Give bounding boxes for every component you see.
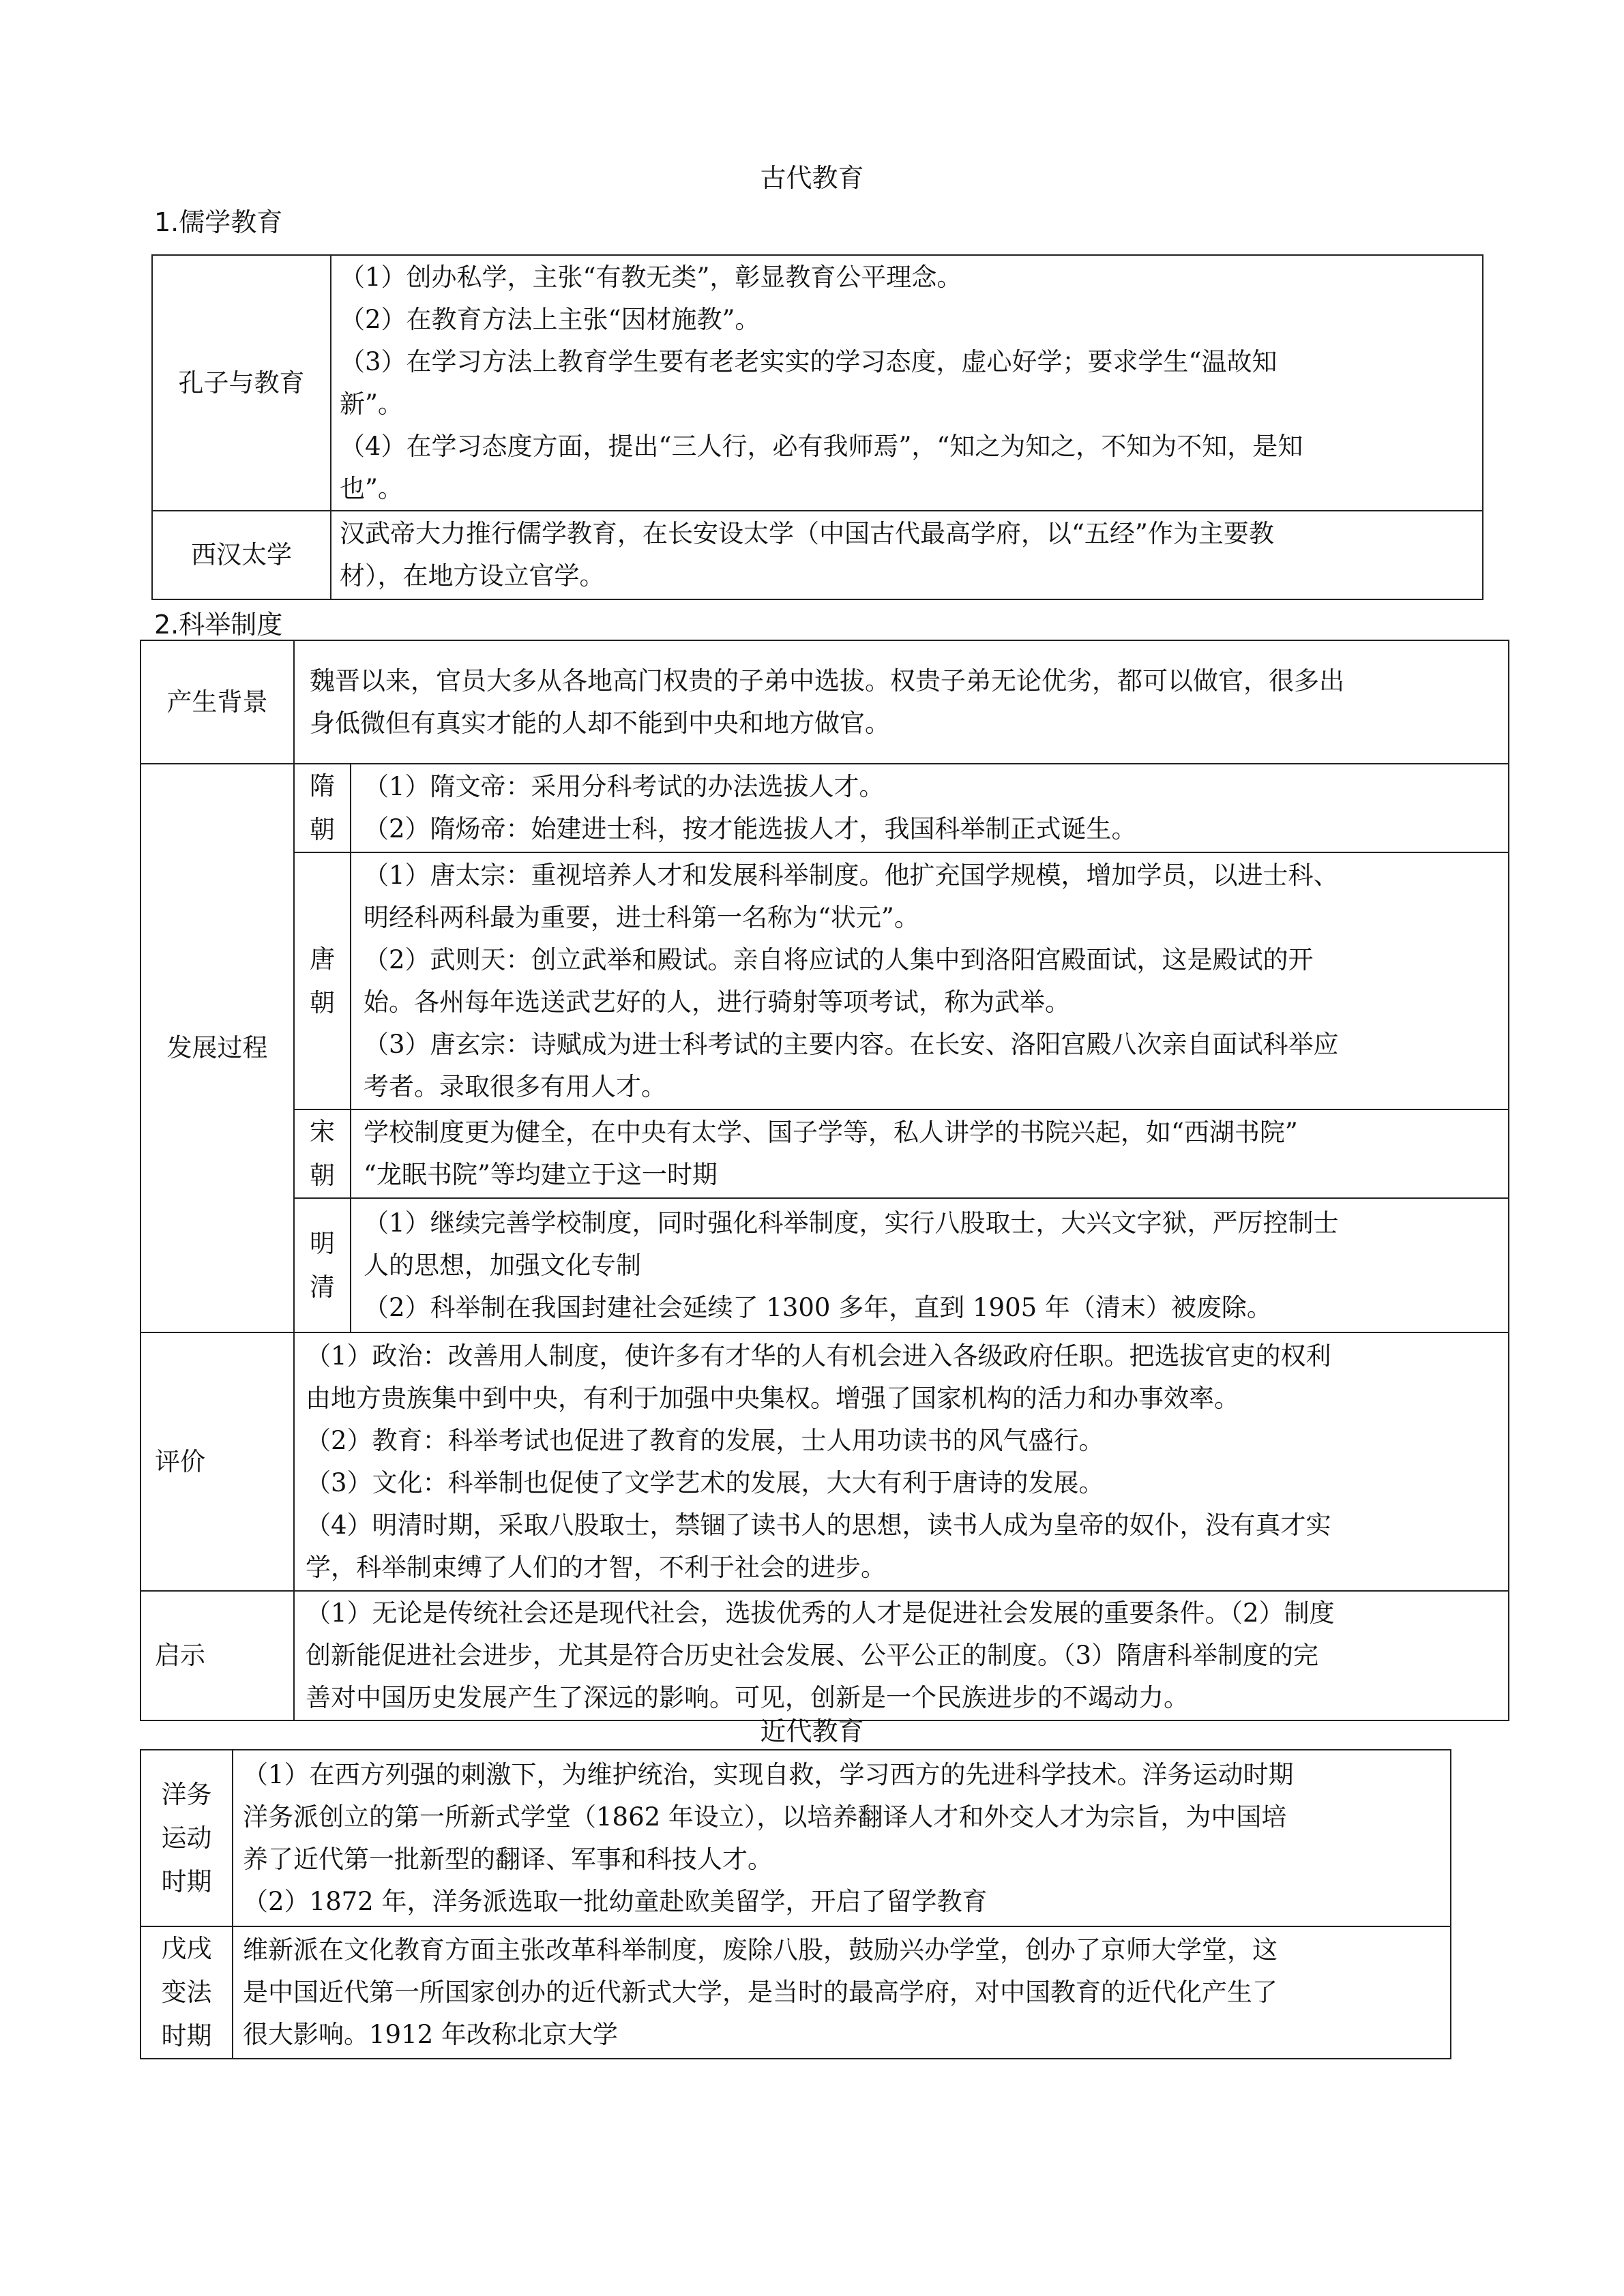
table-row bbox=[141, 1198, 1509, 1332]
text-line: （1）无论是传统社会还是现代社会，选拔优秀的人才是促进社会发展的重要条件。（2）制度 bbox=[306, 1598, 1335, 1628]
dynasty-label bbox=[294, 852, 351, 1109]
table-row bbox=[141, 1750, 1451, 1926]
table-row bbox=[141, 1926, 1451, 2059]
table-row bbox=[141, 1109, 1509, 1198]
text-line: 运动 bbox=[161, 1823, 212, 1853]
text-line: 清 bbox=[310, 1272, 335, 1302]
text-line: 创新能促进社会进步，尤其是符合历史社会发展、公平公正的制度。（3）隋唐科举制度的完 bbox=[306, 1641, 1319, 1670]
text-line: （2）科举制在我国封建社会延续了 1300 多年，直到 1905 年（清末）被废除。 bbox=[364, 1292, 1272, 1322]
row-content bbox=[294, 1332, 1509, 1591]
table-row bbox=[141, 640, 1509, 764]
text-line: （2）1872 年，洋务派选取一批幼童赴欧美留学，开启了留学教育 bbox=[243, 1886, 988, 1916]
row-content bbox=[351, 852, 1509, 1109]
text-line: （3）文化：科举制也促使了文学艺术的发展，大大有利于唐诗的发展。 bbox=[306, 1467, 1104, 1497]
text-line: 很大影响。1912 年改称北京大学 bbox=[243, 2020, 618, 2049]
table-row bbox=[152, 511, 1483, 599]
text-line: （1）继续完善学校制度，同时强化科举制度，实行八股取士，大兴文字狱，严厉控制士 bbox=[364, 1208, 1339, 1238]
text-line: 始。各州每年选送武艺好的人，进行骑射等项考试，称为武举。 bbox=[364, 987, 1070, 1017]
row-content bbox=[351, 1198, 1509, 1332]
text-line: （2）教育：科举考试也促进了教育的发展，士人用功读书的风气盛行。 bbox=[306, 1425, 1104, 1455]
table-row bbox=[141, 852, 1509, 1109]
text-line: （4）在学习态度方面，提出“三人行，必有我师焉”，“知之为知之，不知为不知，是知 bbox=[340, 431, 1303, 461]
text-line: 学校制度更为健全，在中央有太学、国子学等，私人讲学的书院兴起，如“西湖书院” bbox=[364, 1118, 1298, 1147]
text-line: 维新派在文化教育方面主张改革科举制度，废除八股，鼓励兴办学堂，创办了京师大学堂，这 bbox=[243, 1935, 1278, 1965]
row-content bbox=[294, 640, 1509, 764]
text-line: （3）唐玄宗：诗赋成为进士科考试的主要内容。在长安、洛阳宫殿八次亲自面试科举应 bbox=[364, 1029, 1339, 1059]
text-line: 由地方贵族集中到中央，有利于加强中央集权。增强了国家机构的活力和办事效率。 bbox=[306, 1383, 1239, 1413]
text-line: 学，科举制束缚了人们的才智，不利于社会的进步。 bbox=[306, 1552, 886, 1582]
text-line: 养了近代第一批新型的翻译、军事和科技人才。 bbox=[243, 1844, 773, 1874]
text-line: 善对中国历史发展产生了深远的影响。可见，创新是一个民族进步的不竭动力。 bbox=[306, 1683, 1189, 1712]
text-line: （1）创办私学，主张“有教无类”，彰显教育公平理念。 bbox=[340, 262, 962, 292]
text-line: 洋务 bbox=[161, 1779, 212, 1809]
text-line: 朝 bbox=[310, 1161, 335, 1190]
text-line: 魏晋以来，官员大多从各地高门权贵的子弟中选拔。权贵子弟无论优劣，都可以做官，很多出 bbox=[310, 666, 1344, 696]
text-line: 时期 bbox=[161, 2021, 212, 2051]
section-heading-confucian: 1.儒学教育 bbox=[154, 207, 283, 237]
row-label: 评价 bbox=[141, 1332, 294, 1591]
row-label: 产生背景 bbox=[141, 640, 294, 764]
text-line: （2）隋炀帝：始建进士科，按才能选拔人才，我国科举制正式诞生。 bbox=[364, 814, 1137, 844]
modern-education-table bbox=[140, 1749, 1451, 2059]
text-line: 人的思想，加强文化专制 bbox=[364, 1250, 641, 1280]
row-content bbox=[233, 1926, 1451, 2059]
modern-title: 近代教育 bbox=[760, 1716, 864, 1746]
text-line: （3）在学习方法上教育学生要有老老实实的学习态度，虚心好学；要求学生“温故知 bbox=[340, 346, 1278, 376]
dynasty-label bbox=[294, 1109, 351, 1198]
text-line: 戊戌 bbox=[161, 1934, 212, 1963]
text-line: （1）隋文帝：采用分科考试的办法选拔人才。 bbox=[364, 772, 885, 801]
row-content bbox=[351, 1109, 1509, 1198]
table-row bbox=[141, 1591, 1509, 1720]
text-line: （1）政治：改善用人制度，使许多有才华的人有机会进入各级政府任职。把选拔官吏的权利 bbox=[306, 1341, 1331, 1371]
text-line: 新”。 bbox=[340, 389, 403, 419]
text-line: 材），在地方设立官学。 bbox=[340, 561, 605, 591]
text-line: （1）在西方列强的刺激下，为维护统治，实现自救，学习西方的先进科学技术。洋务运动时期 bbox=[243, 1759, 1294, 1789]
text-line: 明经科两科最为重要，进士科第一名称为“状元”。 bbox=[364, 902, 919, 932]
table-row bbox=[152, 255, 1483, 511]
dynasty-label bbox=[294, 1198, 351, 1332]
text-line: 朝 bbox=[310, 815, 335, 844]
row-content bbox=[331, 255, 1483, 511]
text-line: （1）唐太宗：重视培养人才和发展科举制度。他扩充国学规模，增加学员，以进士科、 bbox=[364, 860, 1339, 890]
text-line: 身低微但有真实才能的人却不能到中央和地方做官。 bbox=[310, 708, 890, 738]
text-line: 也”。 bbox=[340, 473, 403, 503]
text-line: 洋务派创立的第一所新式学堂（1862 年设立），以培养翻译人才和外交人才为宗旨，为中国培 bbox=[243, 1802, 1287, 1832]
period-label bbox=[141, 1926, 233, 2059]
row-label: 孔子与教育 bbox=[152, 255, 331, 511]
text-line: 时期 bbox=[161, 1866, 212, 1896]
table-row bbox=[141, 1332, 1509, 1591]
text-line: 考者。录取很多有用人才。 bbox=[364, 1071, 666, 1101]
row-label: 启示 bbox=[141, 1591, 294, 1720]
text-line: 明 bbox=[310, 1228, 335, 1258]
period-label bbox=[141, 1750, 233, 1926]
text-line: 汉武帝大力推行儒学教育，在长安设太学（中国古代最高学府，以“五经”作为主要教 bbox=[340, 519, 1274, 548]
text-line: 变法 bbox=[161, 1978, 212, 2007]
page-title: 古代教育 bbox=[760, 163, 864, 193]
row-label: 西汉太学 bbox=[152, 511, 331, 599]
text-line: 是中国近代第一所国家创办的近代新式大学，是当时的最高学府，对中国教育的近代化产生了 bbox=[243, 1978, 1278, 2007]
row-label: 发展过程 bbox=[141, 764, 294, 1332]
text-line: “龙眠书院”等均建立于这一时期 bbox=[364, 1160, 718, 1189]
dynasty-label bbox=[294, 764, 351, 852]
section-heading-exam: 2.科举制度 bbox=[154, 610, 283, 640]
text-line: 隋 bbox=[310, 771, 335, 801]
text-line: （4）明清时期，采取八股取士，禁锢了读书人的思想，读书人成为皇帝的奴仆，没有真才实 bbox=[306, 1510, 1331, 1540]
row-content bbox=[351, 764, 1509, 852]
row-content bbox=[331, 511, 1483, 599]
confucian-education-table bbox=[151, 254, 1483, 600]
imperial-exam-table bbox=[140, 640, 1509, 1721]
text-line: （2）武则天：创立武举和殿试。亲自将应试的人集中到洛阳宫殿面试，这是殿试的开 bbox=[364, 944, 1314, 974]
text-line: （2）在教育方法上主张“因材施教”。 bbox=[340, 304, 761, 334]
text-line: 唐 bbox=[310, 944, 335, 974]
row-content bbox=[294, 1591, 1509, 1720]
text-line: 宋 bbox=[310, 1117, 335, 1146]
table-row bbox=[141, 764, 1509, 852]
row-content bbox=[233, 1750, 1451, 1926]
text-line: 朝 bbox=[310, 987, 335, 1017]
